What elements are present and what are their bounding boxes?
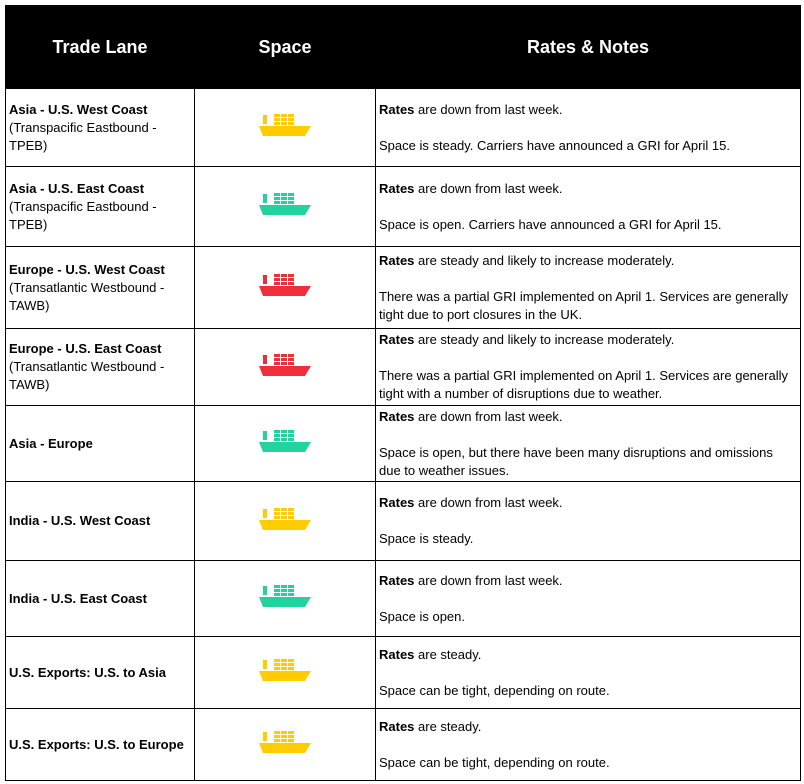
- rates-label: Rates: [379, 408, 415, 424]
- rates-label: Rates: [379, 572, 415, 588]
- trade-lane-title: India - U.S. West Coast: [9, 513, 151, 528]
- trade-lane-cell: [6, 167, 195, 247]
- space-note: Space is open.: [379, 608, 466, 624]
- ship-icon-yellow: [257, 507, 313, 531]
- trade-lane-cell: [6, 329, 195, 406]
- rates-notes-cell: [376, 482, 801, 561]
- rates-label: Rates: [379, 495, 415, 510]
- rates-text: are down from last week.: [414, 101, 563, 117]
- space-note: Space is steady.: [379, 531, 474, 546]
- header-space: Space: [195, 6, 376, 89]
- table-row: [6, 709, 801, 781]
- space-note: Space can be tight, depending on route.: [379, 682, 610, 698]
- rates-notes-cell: [376, 406, 801, 482]
- rates-line: [379, 252, 797, 270]
- header-row: [6, 6, 801, 89]
- trade-lane-subtitle: (Transatlantic Westbound - TAWB): [9, 279, 165, 313]
- rates-label: Rates: [379, 252, 415, 268]
- rates-notes-cell: [376, 167, 801, 247]
- rates-label: Rates: [379, 718, 415, 734]
- space-cell: [195, 406, 376, 482]
- space-cell: [195, 561, 376, 637]
- space-note: Space can be tight, depending on route.: [379, 754, 610, 770]
- table-row: [6, 482, 801, 561]
- trade-lane-cell: [6, 482, 195, 561]
- rates-notes-cell: [376, 561, 801, 637]
- trade-lane-subtitle: (Transpacific Eastbound - TPEB): [9, 119, 157, 153]
- rates-line: [379, 646, 797, 664]
- trade-lane-cell: [6, 709, 195, 781]
- rates-line: [379, 331, 797, 349]
- rates-notes-cell: [376, 637, 801, 709]
- rates-label: Rates: [379, 101, 415, 117]
- space-cell: [195, 637, 376, 709]
- trade-lane-title: Europe - U.S. West Coast: [9, 261, 165, 277]
- trade-lane-table: [5, 5, 801, 781]
- rates-label: Rates: [379, 180, 415, 196]
- trade-lane-title: U.S. Exports: U.S. to Asia: [9, 664, 166, 680]
- ship-icon-yellow: [257, 730, 313, 754]
- trade-lane-title: Asia - Europe: [9, 435, 93, 451]
- trade-lane-title: India - U.S. East Coast: [9, 590, 147, 606]
- table-row: [6, 329, 801, 406]
- ship-icon-green: [257, 429, 313, 453]
- trade-lane-title: Europe - U.S. East Coast: [9, 341, 162, 356]
- rates-line: [379, 180, 797, 198]
- header-rates-notes: Rates & Notes: [376, 6, 801, 89]
- trade-lane-cell: [6, 247, 195, 329]
- ship-icon-green: [257, 584, 313, 608]
- space-note: There was a partial GRI implemented on April 1. Services are generally tight with a number of disruptions due to weather.: [379, 368, 788, 401]
- rates-text: are steady.: [414, 718, 482, 734]
- rates-text: are down from last week.: [414, 572, 563, 588]
- space-cell: [195, 709, 376, 781]
- table-row: [6, 637, 801, 709]
- rates-label: Rates: [379, 646, 415, 662]
- space-cell: [195, 247, 376, 329]
- space-note: Space is open, but there have been many disruptions and omissions due to weather issues.: [379, 444, 773, 478]
- trade-lane-cell: [6, 406, 195, 482]
- space-cell: [195, 89, 376, 167]
- rates-text: are down from last week.: [414, 180, 563, 196]
- space-note: Space is open. Carriers have announced a GRI for April 15.: [379, 216, 722, 232]
- trade-lane-cell: [6, 637, 195, 709]
- rates-line: [379, 408, 797, 426]
- rates-text: are steady.: [414, 646, 482, 662]
- trade-lane-title: U.S. Exports: U.S. to Europe: [9, 736, 184, 752]
- rates-line: [379, 572, 797, 590]
- ship-icon-yellow: [257, 658, 313, 682]
- table-row: [6, 561, 801, 637]
- space-note: There was a partial GRI implemented on April 1. Services are generally tight due to port closures in the UK.: [379, 288, 788, 322]
- ship-icon-green: [257, 192, 313, 216]
- rates-label: Rates: [379, 332, 415, 347]
- trade-lane-title: Asia - U.S. East Coast: [9, 180, 145, 196]
- table-row: [6, 167, 801, 247]
- rates-text: are down from last week.: [414, 408, 563, 424]
- trade-lane-subtitle: (Transpacific Eastbound - TPEB): [9, 198, 157, 232]
- rates-text: are steady and likely to increase moderately.: [414, 252, 675, 268]
- trade-lane-title: Asia - U.S. West Coast: [9, 101, 148, 117]
- trade-lane-cell: [6, 561, 195, 637]
- table-row: [6, 406, 801, 482]
- ship-icon-yellow: [257, 113, 313, 137]
- rates-notes-cell: [376, 89, 801, 167]
- rates-text: are down from last week.: [414, 495, 563, 510]
- trade-lane-cell: [6, 89, 195, 167]
- rates-line: [379, 101, 797, 119]
- space-cell: [195, 167, 376, 247]
- space-note: Space is steady. Carriers have announced a GRI for April 15.: [379, 137, 730, 153]
- rates-notes-cell: [376, 247, 801, 329]
- trade-lane-subtitle: (Transatlantic Westbound - TAWB): [9, 359, 165, 392]
- header-trade-lane: Trade Lane: [6, 6, 195, 89]
- rates-notes-cell: [376, 329, 801, 406]
- rates-line: [379, 718, 797, 736]
- table-row: [6, 89, 801, 167]
- table-row: [6, 247, 801, 329]
- ship-icon-red: [257, 273, 313, 297]
- rates-notes-cell: [376, 709, 801, 781]
- rates-line: [379, 494, 797, 512]
- space-cell: [195, 329, 376, 406]
- space-cell: [195, 482, 376, 561]
- ship-icon-red: [257, 353, 313, 377]
- rates-text: are steady and likely to increase moderately.: [414, 332, 675, 347]
